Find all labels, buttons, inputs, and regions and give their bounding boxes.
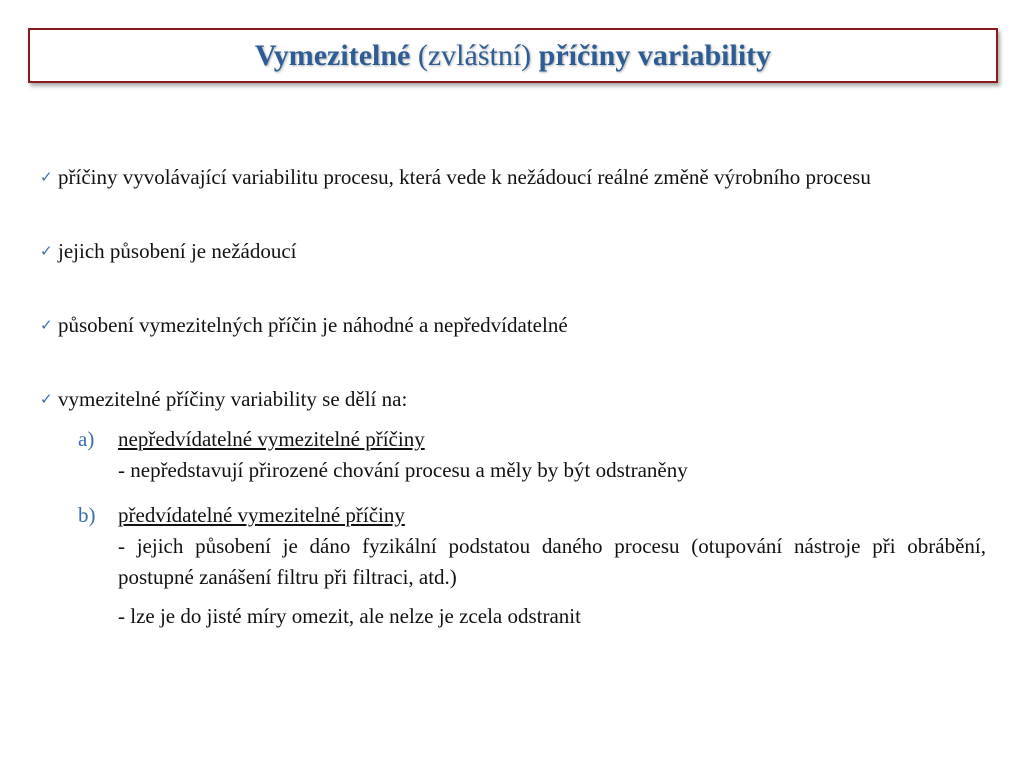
- bullet-item: [40, 310, 986, 342]
- checkmark-icon: ✓: [40, 318, 53, 334]
- subitem-marker: a): [78, 427, 95, 451]
- subitem-b: [78, 500, 986, 531]
- subitem-detail: - nepředstavují přirozené chování procesu a měly by být odstraněny: [118, 458, 688, 482]
- subitem-detail: - lze je do jisté míry omezit, ale nelze je zcela odstranit: [118, 604, 581, 628]
- bullet-item: [40, 384, 986, 416]
- title-box: [28, 28, 998, 83]
- title-part-1: Vymezitelné: [254, 38, 411, 72]
- bullet-text: příčiny vyvolávající variabilitu procesu, která vede k nežádoucí reálné změně výrobního procesu: [58, 165, 871, 189]
- title-part-2: (zvláštní): [417, 38, 532, 72]
- subitem-detail: - jejich působení je dáno fyzikální podstatou daného procesu (otupování nástroje při obrábění, postupné zanášení filtru při filtraci, atd.): [118, 534, 986, 589]
- bullet-text: vymezitelné příčiny variability se dělí na:: [58, 387, 408, 411]
- subitem-marker: b): [78, 503, 96, 527]
- bullet-item: [40, 236, 986, 268]
- checkmark-icon: ✓: [40, 392, 53, 408]
- subitem-a: [78, 424, 986, 455]
- checkmark-icon: ✓: [40, 170, 53, 186]
- slide-title: [255, 39, 771, 73]
- title-part-3: příčiny variability: [538, 38, 772, 72]
- subitem-heading: předvídatelné vymezitelné příčiny: [118, 503, 405, 527]
- bullet-text: působení vymezitelných příčin je náhodné a nepředvídatelné: [58, 313, 568, 337]
- subitem-heading: nepředvídatelné vymezitelné příčiny: [118, 427, 425, 451]
- slide-content: [40, 162, 986, 640]
- checkmark-icon: ✓: [40, 244, 53, 260]
- bullet-text: jejich působení je nežádoucí: [58, 239, 297, 263]
- bullet-item: [40, 162, 986, 194]
